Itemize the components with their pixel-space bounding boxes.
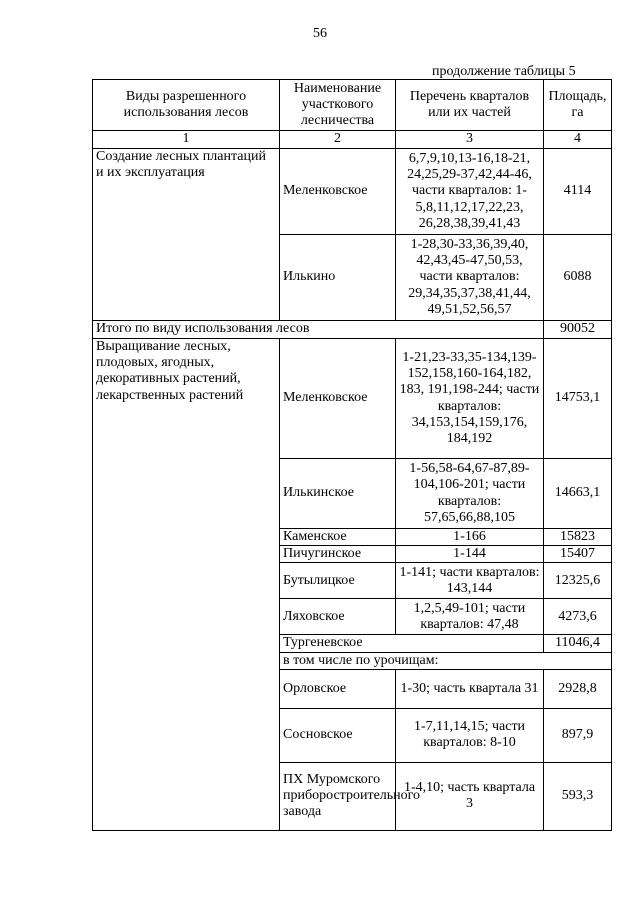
quarters-list: 1,2,5,49-101; части кварталов: 47,48 xyxy=(396,599,544,635)
forestry-name: Меленковское xyxy=(280,149,396,235)
col-number-2: 2 xyxy=(280,131,396,149)
area-value: 4273,6 xyxy=(544,599,612,635)
quarters-list: 1-30; часть квартала 31 xyxy=(396,669,544,708)
quarters-list: 1-141; части кварталов: 143,144 xyxy=(396,563,544,599)
use-type-plantations: Создание лесных плантаций и их эксплуатация xyxy=(93,149,280,321)
total-label: Итого по виду использования лесов xyxy=(93,321,544,339)
area-value: 11046,4 xyxy=(544,635,612,652)
area-value: 2928,8 xyxy=(544,669,612,708)
column-number-row xyxy=(93,131,612,149)
page-number: 56 xyxy=(313,26,327,41)
header-use-type: Виды разрешенного использования лесов xyxy=(93,80,280,131)
forestry-name: Ляховское xyxy=(280,599,396,635)
use-type-growing: Выращивание лесных, плодовых, ягодных, декоративных растений, лекарственных растений xyxy=(93,339,280,831)
quarters-list: 6,7,9,10,13-16,18-21, 24,25,29-37,42,44-46, части кварталов: 1-5,8,11,12,17,22,23, 26,28,38,39,41,43 xyxy=(396,149,544,235)
area-value: 593,3 xyxy=(544,762,612,830)
forestry-name: Каменское xyxy=(280,529,396,546)
forestry-name: Илькино xyxy=(280,235,396,321)
forest-use-table xyxy=(92,79,612,831)
forestry-name: Тургеневское xyxy=(280,635,544,652)
tract-name: ПХ Муромского приборостроительного завода xyxy=(280,762,396,830)
table-continuation-label: продолжение таблицы 5 xyxy=(432,64,576,79)
area-value: 4114 xyxy=(544,149,612,235)
header-area: Площадь, га xyxy=(544,80,612,131)
quarters-list: 1-7,11,14,15; части кварталов: 8-10 xyxy=(396,708,544,762)
quarters-list: 1-56,58-64,67-87,89-104,106-201; части кварталов: 57,65,66,88,105 xyxy=(396,459,544,529)
total-row xyxy=(93,321,612,339)
tract-name: Орловское xyxy=(280,669,396,708)
area-value: 15823 xyxy=(544,529,612,546)
area-value: 15407 xyxy=(544,546,612,563)
forestry-name: Илькинское xyxy=(280,459,396,529)
total-area: 90052 xyxy=(544,321,612,339)
quarters-list: 1-166 xyxy=(396,529,544,546)
quarters-list: 1-28,30-33,36,39,40, 42,43,45-47,50,53, части кварталов: 29,34,35,37,38,41,44, 49,51,52,56,57 xyxy=(396,235,544,321)
quarters-list: 1-21,23-33,35-134,139-152,158,160-164,182, 183, 191,198-244; части кварталов: 34,153,154,159,176, 184,192 xyxy=(396,339,544,459)
area-value: 12325,6 xyxy=(544,563,612,599)
area-value: 14663,1 xyxy=(544,459,612,529)
table-row xyxy=(93,339,612,459)
quarters-list: 1-144 xyxy=(396,546,544,563)
forestry-name: Пичугинское xyxy=(280,546,396,563)
forestry-name: Меленковское xyxy=(280,339,396,459)
area-value: 14753,1 xyxy=(544,339,612,459)
area-value: 6088 xyxy=(544,235,612,321)
header-forestry: Наименование участкового лесничества xyxy=(280,80,396,131)
col-number-4: 4 xyxy=(544,131,612,149)
tracts-subheading: в том числе по урочищам: xyxy=(280,652,612,669)
col-number-3: 3 xyxy=(396,131,544,149)
forestry-name: Бутылицкое xyxy=(280,563,396,599)
table-row xyxy=(93,149,612,235)
tract-name: Сосновское xyxy=(280,708,396,762)
header-quarters: Перечень кварталов или их частей xyxy=(396,80,544,131)
quarters-list: 1-4,10; часть квартала 3 xyxy=(396,762,544,830)
area-value: 897,9 xyxy=(544,708,612,762)
col-number-1: 1 xyxy=(93,131,280,149)
header-row xyxy=(93,80,612,131)
